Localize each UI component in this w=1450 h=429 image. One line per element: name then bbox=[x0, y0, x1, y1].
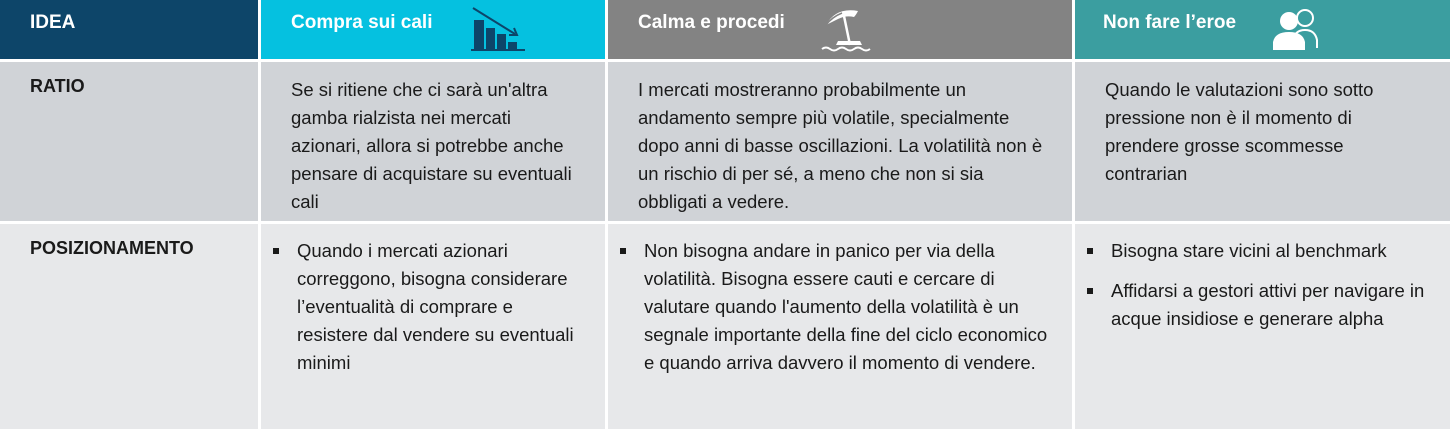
list-item bbox=[1087, 277, 1434, 333]
positioning-col3-cell bbox=[1075, 224, 1450, 429]
ratio-col2-text: I mercati mostreranno probabilmente un andamento sempre più volatile, specialmente dopo anni di basse oscillazioni. La volatilità non è un rischio di per sé, a meno che non si sia obbligati a vedere. bbox=[638, 79, 1043, 212]
positioning-col2-cell bbox=[608, 224, 1072, 429]
beach-umbrella-icon bbox=[818, 5, 874, 55]
header-non-fare-l-eroe bbox=[1075, 0, 1450, 59]
list-item-text: Affidarsi a gestori attivi per navigare in acque insidiose e generare alpha bbox=[1111, 280, 1425, 329]
list-item bbox=[1087, 237, 1434, 265]
positioning-row-label-cell bbox=[0, 224, 258, 429]
header-calma-e-procedi bbox=[608, 0, 1072, 59]
positioning-col1-cell bbox=[261, 224, 605, 429]
ratio-col3-text: Quando le valutazioni sono sotto pressione non è il momento di prendere grosse scommesse contrarian bbox=[1105, 79, 1374, 184]
bullet-icon bbox=[273, 248, 279, 254]
ratio-row-label-cell bbox=[0, 62, 258, 221]
header-idea bbox=[0, 0, 258, 59]
list-item-text: Non bisogna andare in panico per via della volatilità. Bisogna essere cauti e cercare di valutare quando l'aumento della volatilità è un segnale importante della fine del ciclo economico e quando arriva davvero il momento di vendere. bbox=[644, 240, 1048, 373]
bullet-icon bbox=[620, 248, 626, 254]
list-item-text: Quando i mercati azionari correggono, bisogna considerare l’eventualità di comprare e resistere dal vendere su eventuali minimi bbox=[297, 240, 574, 373]
header-compra-sui-cali bbox=[261, 0, 605, 59]
header-col3-label: Non fare l’eroe bbox=[1103, 12, 1237, 33]
header-col1-label: Compra sui cali bbox=[291, 12, 433, 33]
list-item bbox=[620, 237, 1056, 377]
list-item bbox=[273, 237, 589, 377]
header-idea-label: IDEA bbox=[30, 12, 76, 33]
two-people-icon bbox=[1269, 8, 1327, 52]
ratio-label: RATIO bbox=[30, 76, 85, 96]
ratio-col1-cell bbox=[261, 62, 605, 221]
ratio-col2-cell bbox=[608, 62, 1072, 221]
bullet-icon bbox=[1087, 288, 1093, 294]
bullet-icon bbox=[1087, 248, 1093, 254]
list-item-text: Bisogna stare vicini al benchmark bbox=[1111, 240, 1387, 261]
ratio-col3-cell bbox=[1075, 62, 1450, 221]
falling-bar-chart-icon bbox=[469, 4, 527, 54]
positioning-label: POSIZIONAMENTO bbox=[30, 238, 194, 258]
ratio-col1-text: Se si ritiene che ci sarà un'altra gamba rialzista nei mercati azionari, allora si potrebbe anche pensare di acquistare su eventuali cali bbox=[291, 79, 572, 212]
positioning-col2-list bbox=[608, 224, 1072, 377]
header-col2-label: Calma e procedi bbox=[638, 12, 785, 33]
positioning-col1-list bbox=[261, 224, 605, 377]
positioning-col3-list bbox=[1075, 224, 1450, 333]
